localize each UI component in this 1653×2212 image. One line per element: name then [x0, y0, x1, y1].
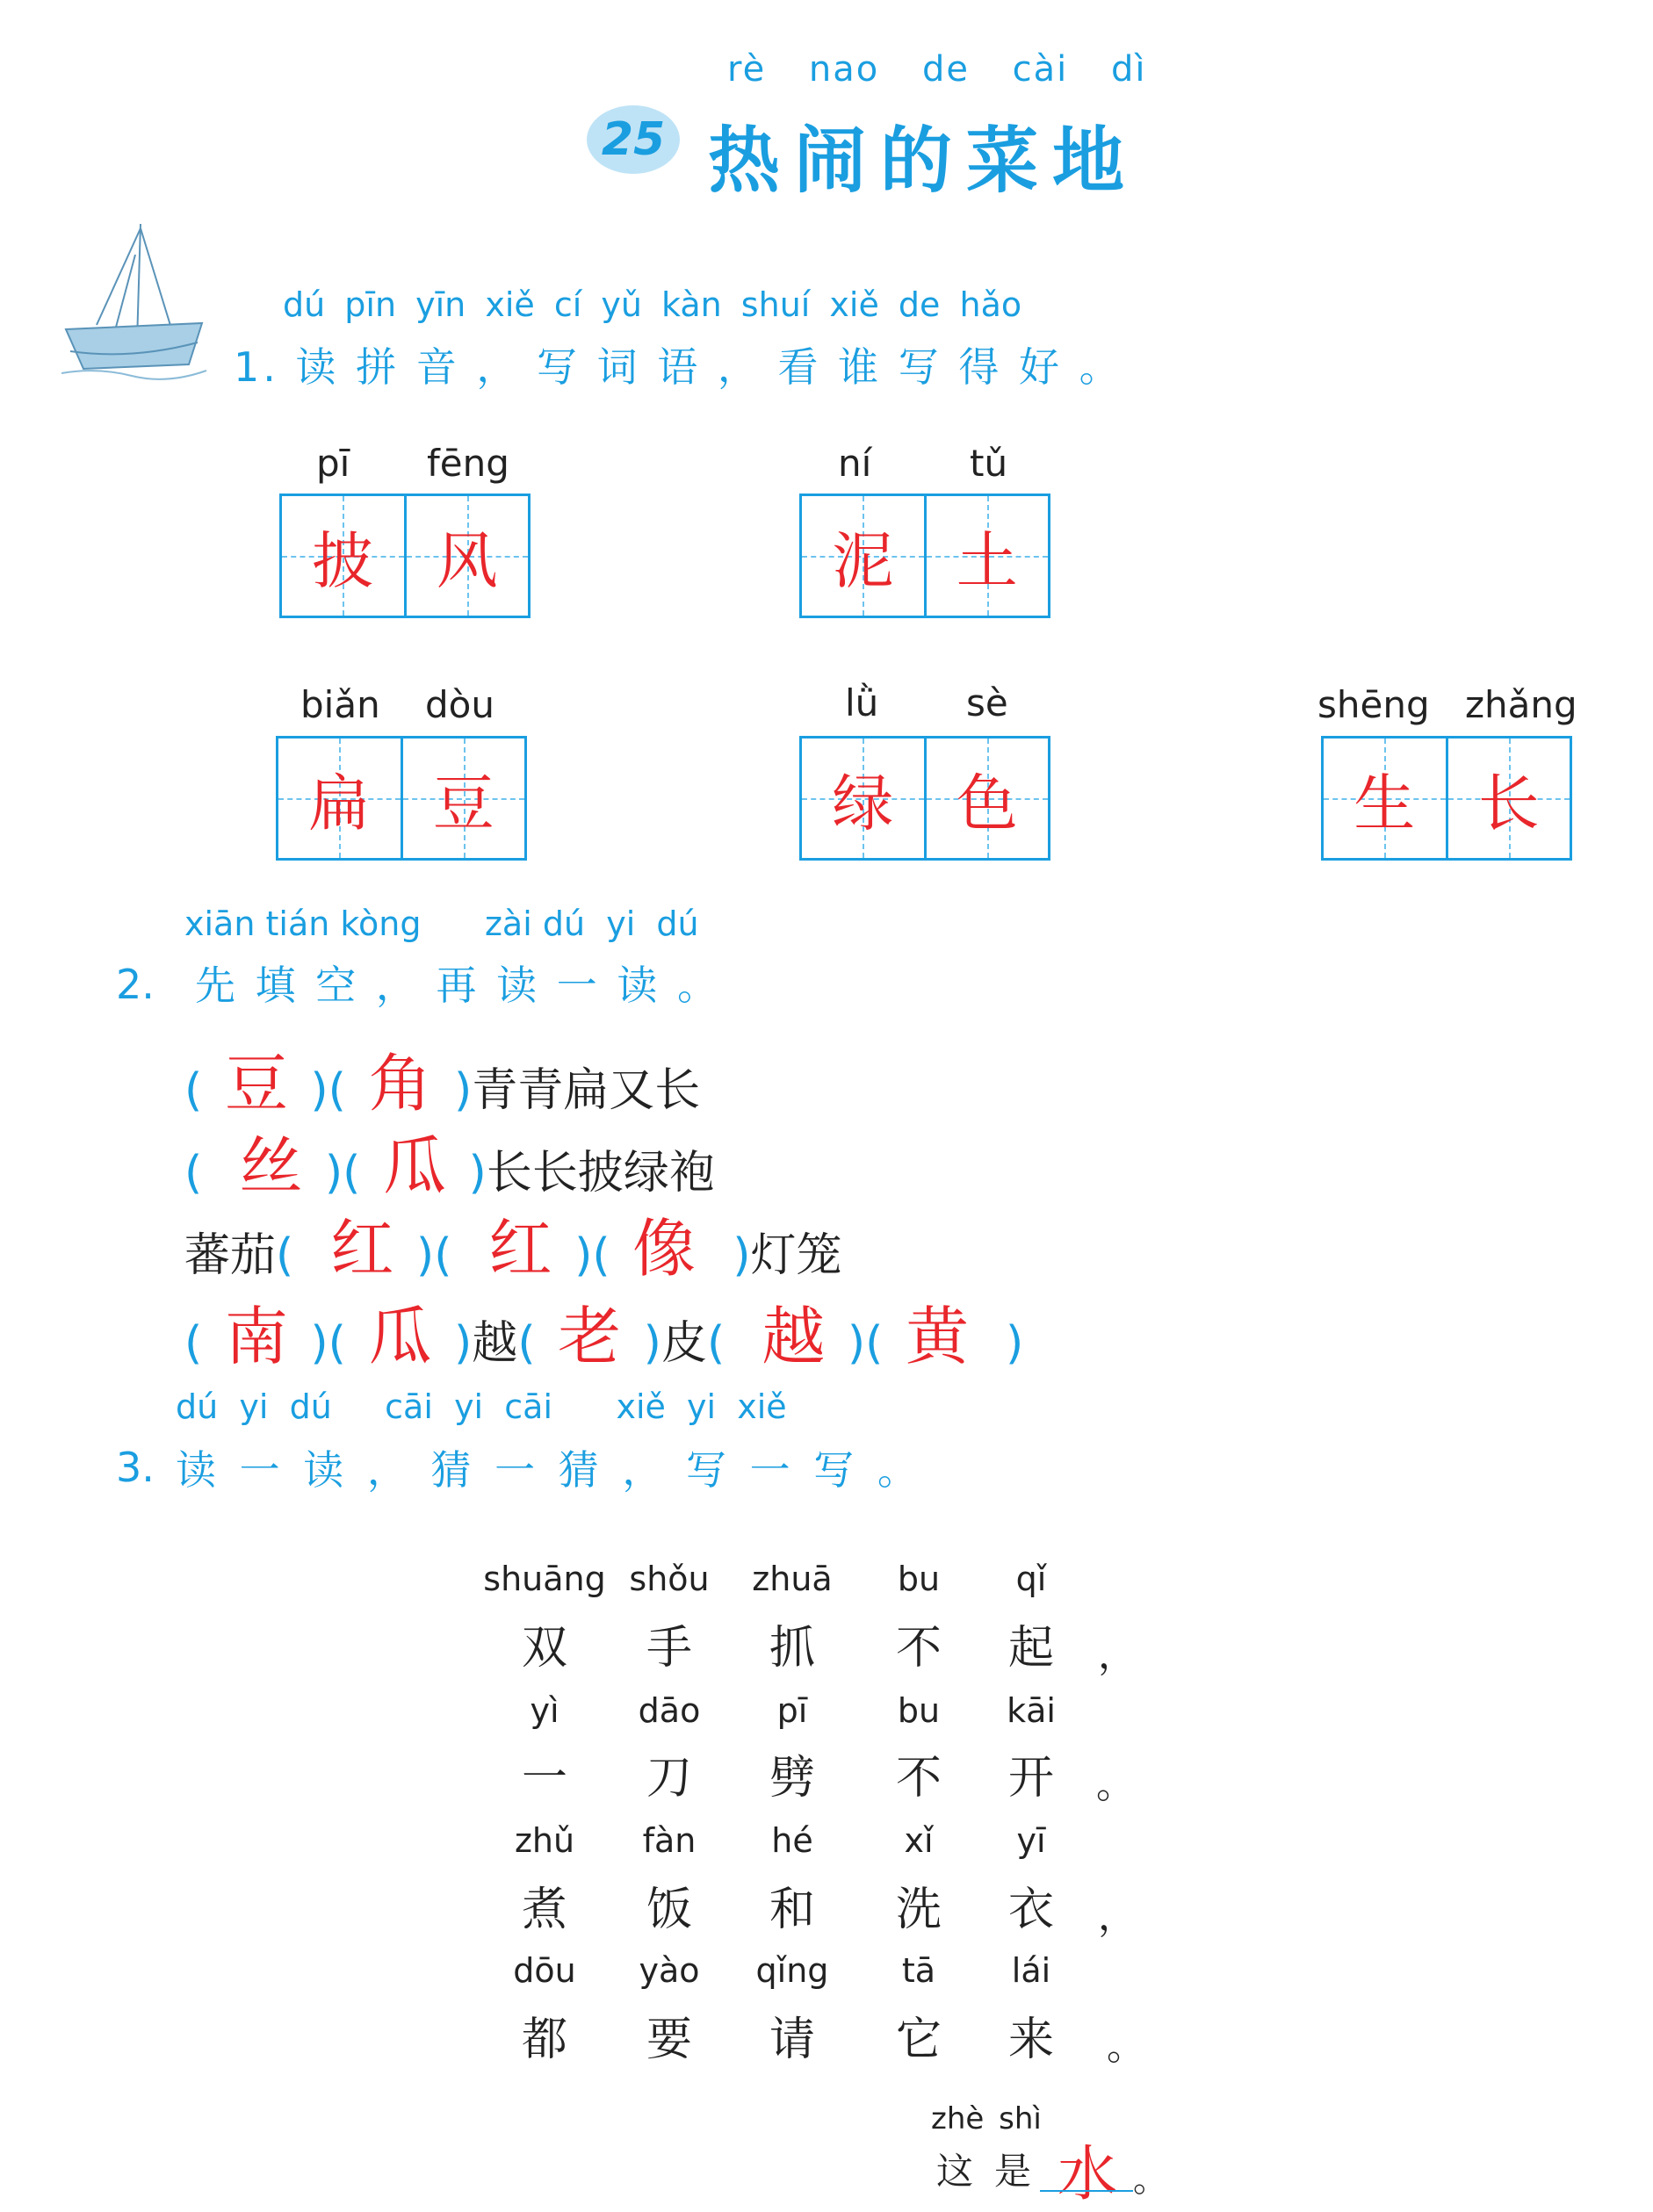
- riddle-pinyin: bu: [897, 1691, 941, 1730]
- riddle-pinyin: hé: [771, 1821, 813, 1860]
- section1-heading: 1. 读 拼 音 ， 写 词 语 ， 看 谁 写 得 好 。: [234, 343, 1123, 391]
- riddle-pinyin: zhuā: [752, 1560, 833, 1598]
- riddle-char: 开: [1007, 1752, 1054, 1805]
- word2-grid: [799, 494, 1050, 618]
- grid-char: 披: [312, 524, 374, 597]
- riddle-pinyin: shǒu: [629, 1560, 710, 1598]
- word5-pinyin-2: zhǎng: [1465, 683, 1577, 726]
- answer-blank[interactable]: 像: [632, 1212, 697, 1286]
- riddle-pinyin: pī: [776, 1691, 808, 1730]
- section2-heading: 先 填 空 ， 再 读 一 读 。: [195, 962, 721, 1009]
- word3-grid: [276, 736, 527, 861]
- answer-blank[interactable]: 瓜: [382, 1129, 446, 1203]
- grid-cell[interactable]: [401, 739, 525, 858]
- word4-grid: [799, 736, 1050, 861]
- grid-char: 风: [436, 524, 498, 597]
- grid-cell[interactable]: [404, 496, 529, 616]
- answer-blank[interactable]: 越: [762, 1300, 826, 1373]
- fill-line: [184, 1198, 842, 1289]
- grid-char: 长: [1477, 767, 1540, 839]
- riddle-char: 刀: [646, 1752, 692, 1805]
- parenthesis: (: [184, 1064, 217, 1117]
- answer-blank[interactable]: 红: [330, 1212, 394, 1286]
- parenthesis: )(: [310, 1147, 375, 1200]
- grid-char: 豆: [432, 767, 494, 839]
- grid-cell[interactable]: [924, 496, 1049, 616]
- section1-pinyin: dú pīn yīn xiě cí yǔ kàn shuí xiě de hǎo: [283, 285, 1022, 324]
- grid-char: 生: [1353, 767, 1416, 839]
- riddle-pinyin: yī: [1016, 1821, 1046, 1860]
- answer-prefix: 这是: [936, 2150, 1053, 2193]
- riddle-pinyin: qǐng: [755, 1951, 829, 1990]
- section2-number: 2.: [116, 961, 155, 1008]
- fill-line: [184, 1286, 1023, 1377]
- riddle-char: 洗: [895, 1884, 942, 1936]
- riddle-char: 它: [895, 2014, 942, 2066]
- riddle-char: 抓: [769, 1622, 815, 1675]
- static-text: 越: [472, 1317, 518, 1370]
- word3-pinyin-1: biǎn: [300, 683, 380, 726]
- riddle-char: 不: [895, 1752, 942, 1805]
- parenthesis: )(: [295, 1317, 361, 1370]
- riddle-char: 和: [769, 1884, 815, 1936]
- grid-cell[interactable]: [1324, 739, 1446, 858]
- riddle-punctuation: ，: [1098, 1632, 1137, 1677]
- word5-grid: [1321, 736, 1572, 861]
- parenthesis: )(: [559, 1229, 625, 1282]
- riddle-char: 起: [1007, 1622, 1054, 1675]
- riddle-char: 劈: [769, 1752, 815, 1805]
- static-text: 青青扁又长: [472, 1064, 701, 1117]
- riddle-pinyin: dāo: [638, 1691, 701, 1730]
- grid-char: 泥: [832, 524, 894, 597]
- answer-underline: [1040, 2190, 1133, 2192]
- riddle-char: 双: [521, 1622, 567, 1675]
- word1-grid: [279, 494, 531, 618]
- answer-period: 。: [1133, 2159, 1168, 2200]
- section3-number: 3.: [116, 1444, 155, 1491]
- word3-pinyin-2: dòu: [425, 683, 494, 726]
- static-text: 皮: [660, 1317, 707, 1370]
- riddle-pinyin: tā: [901, 1951, 936, 1990]
- word4-pinyin-2: sè: [966, 681, 1008, 724]
- answer-blank[interactable]: 角: [368, 1047, 432, 1120]
- word4-pinyin-1: lǜ: [845, 681, 879, 724]
- word2-pinyin-2: tǔ: [970, 442, 1008, 485]
- riddle-pinyin: bu: [897, 1560, 941, 1598]
- riddle-char: 不: [895, 1622, 942, 1675]
- static-text: 灯笼: [750, 1229, 842, 1282]
- answer-blank[interactable]: 南: [224, 1300, 288, 1373]
- parenthesis: ): [439, 1317, 473, 1370]
- riddle-char: 要: [646, 2014, 692, 2066]
- riddle-char: 来: [1007, 2014, 1054, 2066]
- word1-pinyin-2: fēng: [427, 442, 509, 485]
- parenthesis: )(: [401, 1229, 481, 1282]
- answer-blank[interactable]: 红: [488, 1212, 552, 1286]
- riddle-pinyin: dōu: [513, 1951, 576, 1990]
- section2-pinyin: xiān tián kòng zài dú yi dú: [184, 904, 699, 943]
- grid-char: 扁: [308, 767, 371, 839]
- riddle-char: 饭: [646, 1884, 692, 1936]
- riddle-pinyin: yào: [639, 1951, 700, 1990]
- riddle-pinyin: xǐ: [904, 1821, 934, 1860]
- riddle-char: 请: [769, 2014, 815, 2066]
- parenthesis: ): [629, 1317, 661, 1370]
- answer-pinyin: zhè shì: [931, 2101, 1042, 2136]
- static-text: 长长披绿袍: [486, 1147, 715, 1200]
- riddle-char: 煮: [521, 1884, 567, 1936]
- answer-blank[interactable]: 丝: [239, 1129, 303, 1203]
- riddle-punctuation: 。: [1096, 1762, 1135, 1807]
- grid-cell[interactable]: [1446, 739, 1570, 858]
- static-text: 蕃茄: [184, 1229, 277, 1282]
- parenthesis: ): [454, 1147, 487, 1200]
- parenthesis: )(: [295, 1064, 361, 1117]
- grid-char: 土: [956, 524, 1018, 597]
- riddle-pinyin: qǐ: [1015, 1560, 1047, 1598]
- lesson-number-badge: 25: [587, 105, 680, 174]
- parenthesis: (: [706, 1317, 754, 1370]
- grid-cell[interactable]: [802, 496, 924, 616]
- riddle-punctuation: ，: [1098, 1894, 1137, 1939]
- riddle-char: 一: [521, 1752, 567, 1805]
- fill-line: [184, 1033, 700, 1124]
- answer-value[interactable]: 水: [1057, 2140, 1118, 2209]
- section3-heading: 读 一 读 ， 猜 一 猜 ， 写 一 写 。: [176, 1446, 923, 1494]
- answer-blank[interactable]: 豆: [224, 1047, 288, 1120]
- grid-cell[interactable]: [278, 739, 401, 858]
- word2-pinyin-1: ní: [838, 442, 872, 485]
- grid-char: 色: [956, 767, 1018, 839]
- grid-cell[interactable]: [924, 739, 1049, 858]
- answer-blank[interactable]: 黄: [905, 1300, 969, 1373]
- riddle-pinyin: kāi: [1007, 1691, 1056, 1730]
- parenthesis: (: [517, 1317, 551, 1370]
- section3-pinyin: dú yi dú cāi yi cāi xiě yi xiě: [176, 1387, 787, 1426]
- parenthesis: (: [276, 1229, 323, 1282]
- grid-cell[interactable]: [282, 496, 404, 616]
- parenthesis: ): [704, 1229, 751, 1282]
- sailboat-icon: [61, 220, 211, 382]
- riddle-punctuation: 。: [1107, 2024, 1145, 2069]
- riddle-pinyin: yì: [530, 1691, 559, 1730]
- parenthesis: (: [184, 1147, 232, 1200]
- word5-pinyin-1: shēng: [1317, 683, 1430, 726]
- answer-blank[interactable]: 老: [558, 1300, 622, 1373]
- parenthesis: ): [439, 1064, 473, 1117]
- grid-char: 绿: [832, 767, 894, 839]
- riddle-pinyin: zhǔ: [514, 1821, 575, 1860]
- riddle-pinyin: lái: [1011, 1951, 1051, 1990]
- grid-cell[interactable]: [802, 739, 924, 858]
- parenthesis: )(: [833, 1317, 898, 1370]
- riddle-char: 衣: [1007, 1884, 1054, 1936]
- fill-line: [184, 1115, 715, 1207]
- word1-pinyin-1: pī: [316, 442, 350, 485]
- riddle-pinyin: fàn: [642, 1821, 697, 1860]
- page-title: 热闹的菜地: [708, 119, 1139, 203]
- answer-blank[interactable]: 瓜: [368, 1300, 432, 1373]
- parenthesis: ): [976, 1317, 1024, 1370]
- title-pinyin: rè nao de cài dì: [727, 49, 1147, 90]
- riddle-pinyin: shuāng: [483, 1560, 606, 1598]
- parenthesis: (: [184, 1317, 217, 1370]
- riddle-char: 都: [521, 2014, 567, 2066]
- riddle-char: 手: [646, 1622, 692, 1675]
